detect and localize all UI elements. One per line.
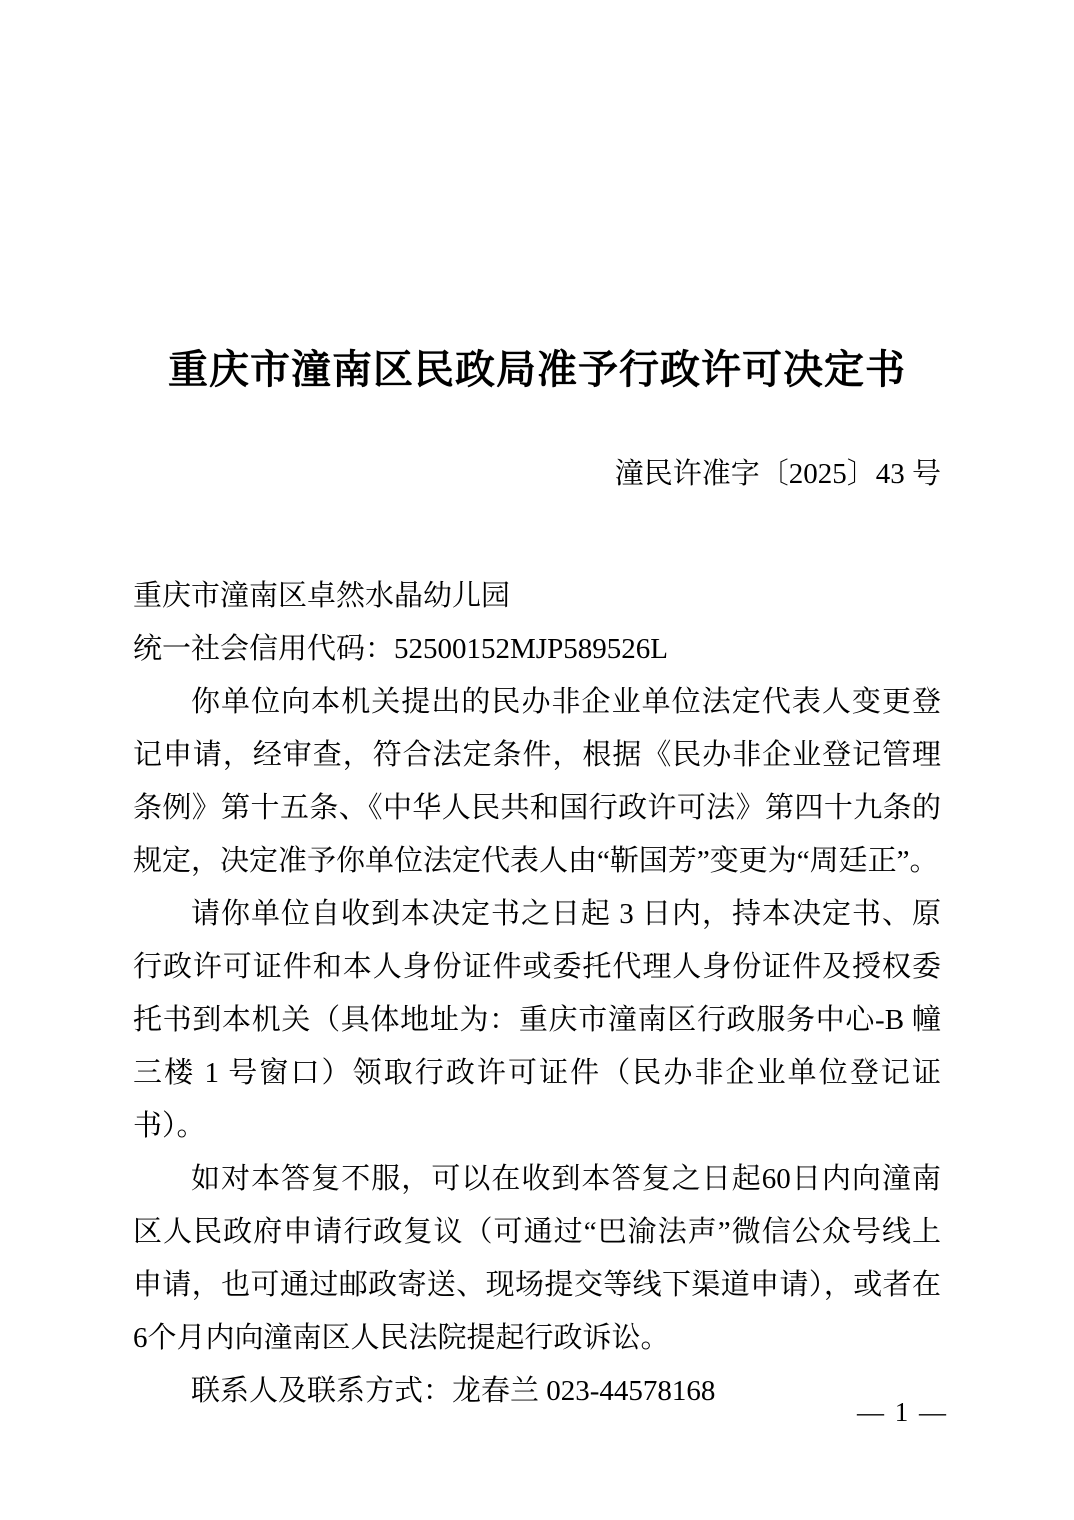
body-paragraph-certificate-pickup: 请你单位自收到本决定书之日起 3 日内，持本决定书、原行政许可证件和本人身份证件或委托代理人身份证件及授权委托书到本机关（具体地址为：重庆市潼南区行政服务中心-B 幢三楼 1 号窗口）领取行政许可证件（民办非企业单位登记证书）。 <box>133 898 941 1142</box>
document-reference-number: 潼民许准字〔2025〕43 号 <box>614 458 941 490</box>
document-body <box>133 570 941 1418</box>
contact-line: 联系人及联系方式：龙春兰 023-44578168 <box>191 1375 716 1407</box>
credit-code-line: 统一社会信用代码：52500152MJP589526L <box>133 633 668 665</box>
body-paragraph-decision: 你单位向本机关提出的民办非企业单位法定代表人变更登记申请，经审查，符合法定条件，根据《民办非企业登记管理条例》第十五条、《中华人民共和国行政许可法》第四十九条的规定，决定准予你单位法定代表人由“靳国芳”变更为“周廷正”。 <box>133 686 941 877</box>
document-title: 重庆市潼南区民政局准予行政许可决定书 <box>168 347 906 392</box>
recipient-name: 重庆市潼南区卓然水晶幼儿园 <box>133 580 511 612</box>
page-number: — 1 — <box>857 1397 948 1427</box>
body-paragraph-appeal-rights: 如对本答复不服，可以在收到本答复之日起60日内向潼南区人民政府申请行政复议（可通过“巴渝法声”微信公众号线上申请，也可通过邮政寄送、现场提交等线下渠道申请），或者在6个月内向潼南区人民法院提起行政诉讼。 <box>133 1163 941 1354</box>
